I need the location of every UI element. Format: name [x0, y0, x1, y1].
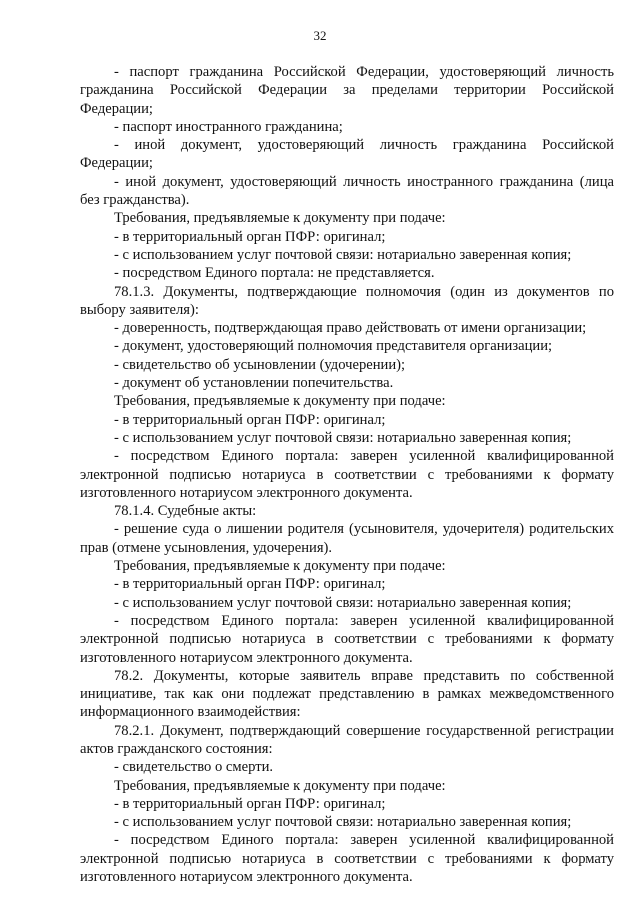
paragraph: - свидетельство о смерти.: [114, 759, 274, 776]
paragraph: - с использованием услуг почтовой связи: нотариально заверенная копия;: [114, 246, 572, 263]
paragraph: 78.2.1. Документ, подтверждающий совершение государственной регистрации актов гражданского состояния:: [80, 722, 614, 757]
paragraph: 78.1.4. Судебные акты:: [114, 503, 257, 520]
paragraph: - паспорт иностранного гражданина;: [114, 118, 343, 135]
paragraph: - документ, удостоверяющий полномочия представителя организации;: [114, 338, 553, 355]
paragraph: - посредством Единого портала: не представляется.: [114, 265, 435, 282]
paragraph: Требования, предъявляемые к документу при подаче:: [114, 777, 446, 794]
page-number: 32: [313, 28, 327, 43]
paragraph: - в территориальный орган ПФР: оригинал;: [114, 795, 386, 812]
paragraph: - свидетельство об усыновлении (удочерении);: [114, 356, 406, 373]
paragraph: - иной документ, удостоверяющий личность иностранного гражданина (лица без гражданства).: [80, 173, 614, 209]
paragraph: - доверенность, подтверждающая право действовать от имени организации;: [114, 320, 587, 337]
paragraph: - решение суда о лишении родителя (усыновителя, удочерителя) родительских прав (отмене усыновления, удочерения).: [80, 521, 614, 556]
paragraph: - в территориальный орган ПФР: оригинал;: [114, 576, 386, 593]
paragraph: - с использованием услуг почтовой связи: нотариально заверенная копия;: [114, 429, 572, 446]
paragraph: Требования, предъявляемые к документу при подаче:: [114, 210, 446, 227]
paragraph: 78.2. Документы, которые заявитель вправе представить по собственной инициативе, так как они подлежат представлению в рамках межведомственного информационного взаимодействия:: [80, 667, 614, 721]
paragraph: - посредством Единого портала: заверен усиленной квалифицированной электронной подписью нотариуса в соответствии с требованиями к формату изготовленного нотариусом электронного документа.: [80, 448, 614, 501]
paragraph: - документ об установлении попечительства.: [114, 375, 394, 392]
paragraph: - в территориальный орган ПФР: оригинал;: [114, 228, 386, 245]
paragraph: Требования, предъявляемые к документу при подаче:: [114, 393, 446, 410]
paragraph: - с использованием услуг почтовой связи: нотариально заверенная копия;: [114, 814, 572, 831]
paragraph: - посредством Единого портала: заверен усиленной квалифицированной электронной подписью нотариуса в соответствии с требованиями к формату изготовленного нотариусом электронного документа.: [80, 832, 614, 886]
paragraph: - с использованием услуг почтовой связи: нотариально заверенная копия;: [114, 594, 572, 611]
document-body: [80, 63, 614, 886]
paragraph: - иной документ, удостоверяющий личность гражданина Российской Федерации;: [80, 137, 614, 172]
paragraph: Требования, предъявляемые к документу при подаче:: [114, 558, 446, 575]
paragraph: - паспорт гражданина Российской Федерации, удостоверяющий личность гражданина Российской Федерации за пределами территории Российской Федерации;: [80, 64, 614, 117]
paragraph: - в территориальный орган ПФР: оригинал;: [114, 411, 386, 428]
paragraph: 78.1.3. Документы, подтверждающие полномочия (один из документов по выбору заявителя):: [80, 283, 614, 318]
paragraph: - посредством Единого портала: заверен усиленной квалифицированной электронной подписью нотариуса в соответствии с требованиями к формату изготовленного нотариусом электронного документа.: [80, 612, 614, 666]
